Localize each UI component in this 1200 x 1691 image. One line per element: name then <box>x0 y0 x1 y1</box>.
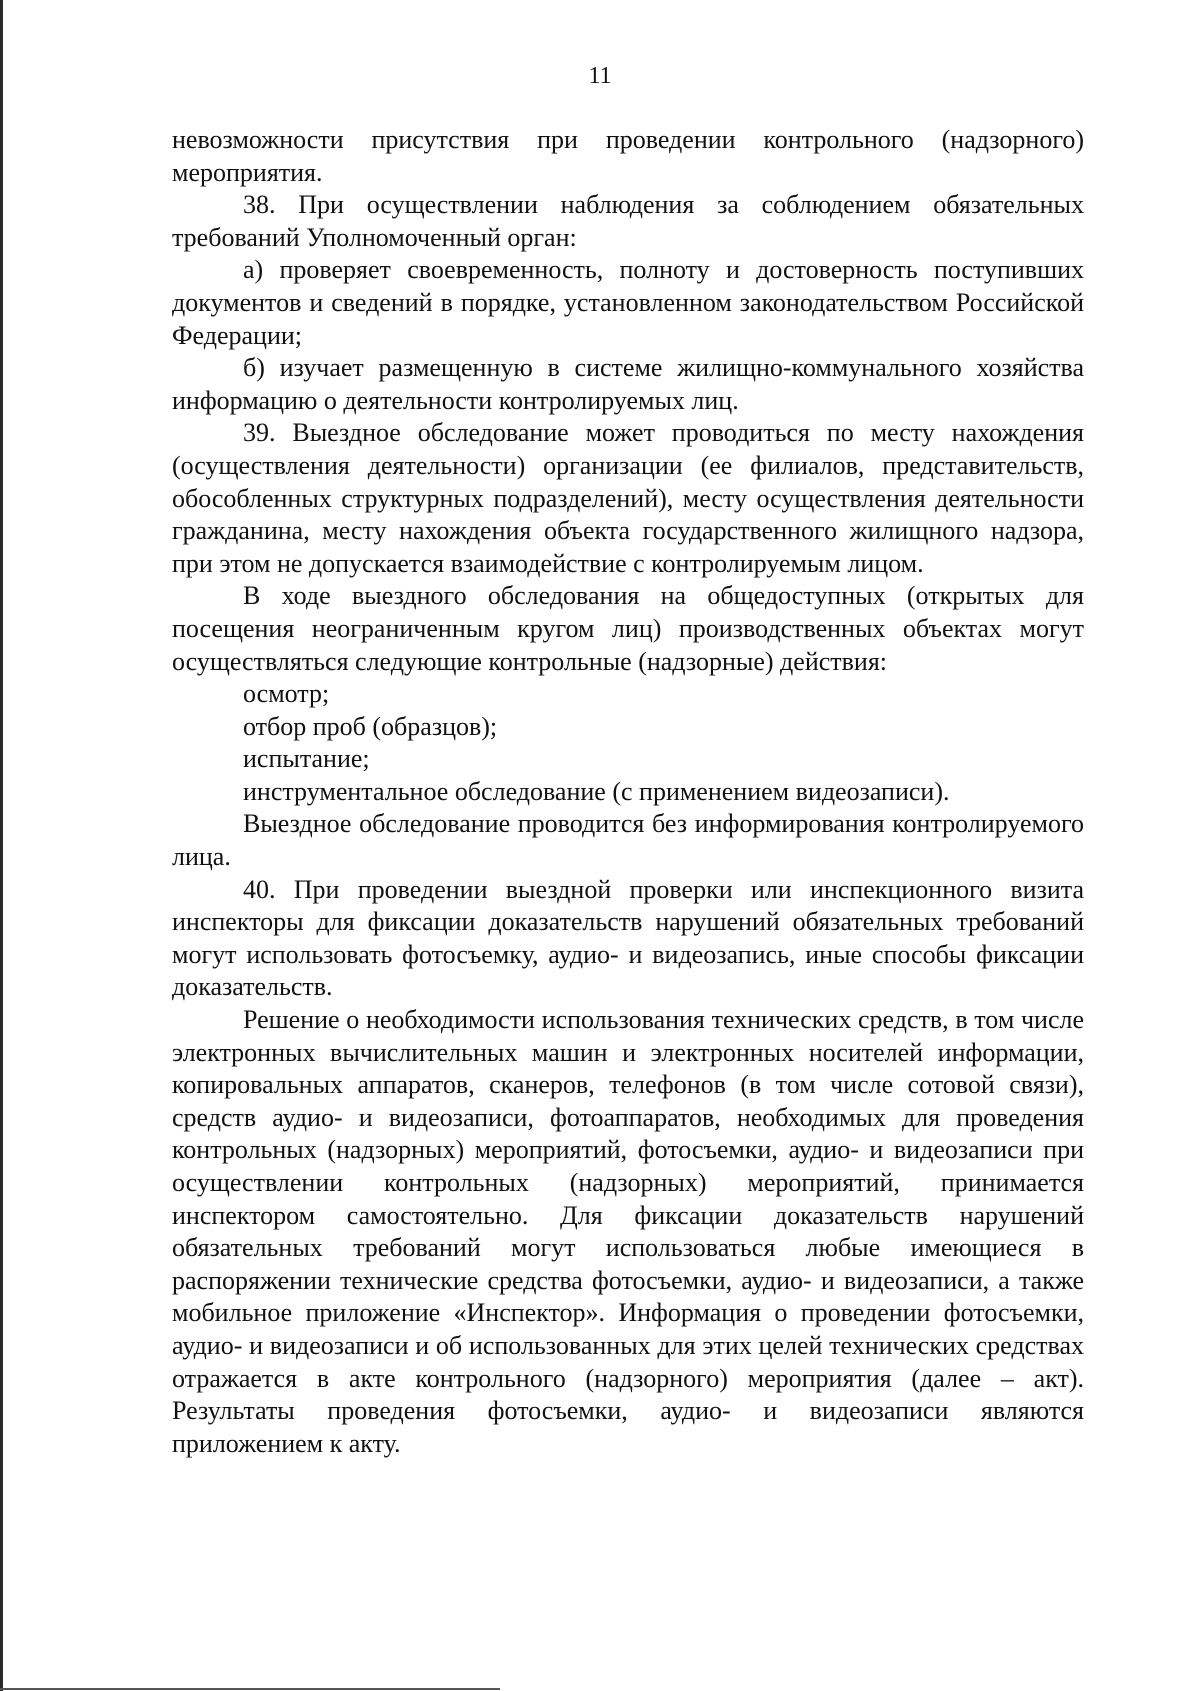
paragraph-continuation: невозможности присутствия при проведении контрольного (надзорного) мероприятия. <box>172 125 1084 187</box>
page-number: 11 <box>588 63 612 89</box>
paragraph-item-39: 39. Выездное обследование может проводиться по месту нахождения (осуществления деятельности) организации (ее филиалов, представительств, обособленных структурных подразделений), месту осуществления деятельности гражданина, месту нахождения объекта государственного жилищного надзора, при этом не допускается взаимодействие с контролируемым лицом. <box>172 418 1084 578</box>
paragraph-subitem-a: а) проверяет своевременность, полноту и достоверность поступивших документов и сведений в порядке, установленном законодательством Российской Федерации; <box>172 255 1084 350</box>
list-item: осмотр; <box>243 679 330 709</box>
paragraph-item-40: 40. При проведении выездной проверки или инспекционного визита инспекторы для фиксации доказательств нарушений обязательных требований могут использовать фотосъемку, аудио- и видеозапись, иные способы фиксации доказательств. <box>172 874 1084 1002</box>
scan-edge-bottom <box>0 1688 500 1690</box>
list-item: испытание; <box>243 744 370 774</box>
paragraph-subitem-b: б) изучает размещенную в системе жилищно-коммунального хозяйства информацию о деятельности контролируемых лиц. <box>172 353 1084 415</box>
list-item: отбор проб (образцов); <box>243 711 498 741</box>
paragraph-no-notification: Выездное обследование проводится без информирования контролируемого лица. <box>172 809 1084 872</box>
paragraph-field-inspection-actions: В ходе выездного обследования на общедоступных (открытых для посещения неограниченным кругом лиц) производственных объектах могут осуществляться следующие контрольные (надзорные) действия: <box>172 581 1084 676</box>
paragraph-technical-means: Решение о необходимости использования технических средств, в том числе электронных вычислительных машин и электронных носителей информации, копировальных аппаратов, сканеров, телефонов (в том числе сотовой связи), средств аудио- и видеозаписи, фотоаппаратов, необходимых для проведения контрольных (надзорных) мероприятий, фотосъемки, аудио- и видеозаписи при осуществлении контрольных (надзорных) мероприятий, принимается инспектором самостоятельно. Для фиксации доказательств нарушений обязательных требований могут использоваться любые имеющиеся в распоряжении технические средства фотосъемки, аудио- и видеозаписи, а также мобильное приложение «Инспектор». Информация о проведении фотосъемки, аудио- и видеозаписи и об использованных для этих целей технических средствах отражается в акте контрольного (надзорного) мероприятия (далее – акт). Результаты проведения фотосъемки, аудио- и видеозаписи являются приложением к акту. <box>172 1005 1084 1458</box>
list-item: инструментальное обследование (с применением видеозаписи). <box>243 776 950 806</box>
scan-edge-left <box>0 0 3 1691</box>
paragraph-item-38: 38. При осуществлении наблюдения за соблюдением обязательных требований Уполномоченный орган: <box>172 190 1084 252</box>
body-text <box>172 124 1084 1460</box>
